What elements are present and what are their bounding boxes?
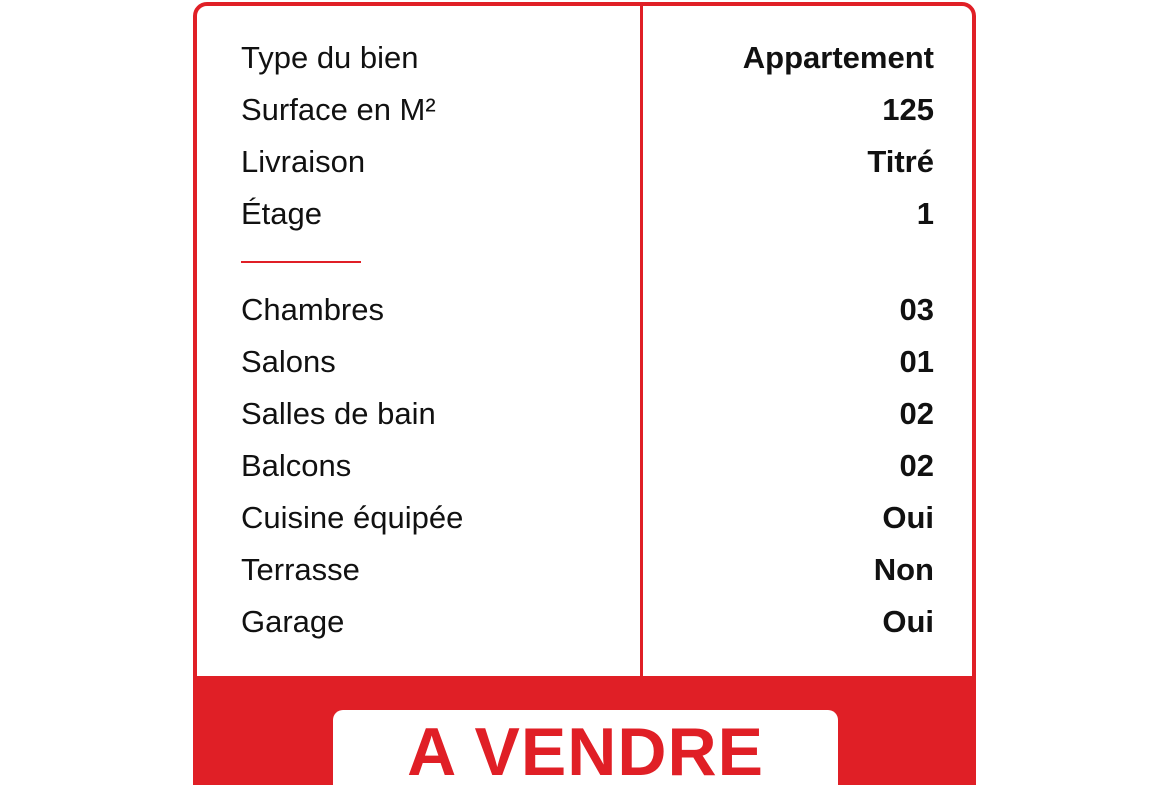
spec-value-type-du-bien: Appartement — [742, 40, 934, 75]
property-listing-card — [193, 2, 976, 790]
spec-label-salles-de-bain: Salles de bain — [241, 396, 436, 431]
spec-value-surface: 125 — [882, 92, 934, 127]
spec-value-garage: Oui — [882, 604, 934, 639]
spec-value-cuisine-equipee: Oui — [882, 500, 934, 535]
specifications-panel — [193, 2, 976, 680]
spec-value-column — [643, 6, 972, 676]
spec-label-livraison: Livraison — [241, 144, 366, 179]
for-sale-banner-text: A VENDRE — [407, 714, 764, 790]
section-divider-wrapper — [241, 240, 640, 284]
for-sale-banner-plate — [333, 710, 838, 790]
spec-label-type-du-bien: Type du bien — [241, 40, 419, 75]
spec-value-salles-de-bain: 02 — [899, 396, 934, 431]
spec-value-salons: 01 — [899, 344, 934, 379]
spec-label-chambres: Chambres — [241, 292, 384, 327]
spec-label-salons: Salons — [241, 344, 336, 379]
spec-value-etage: 1 — [916, 196, 934, 231]
spec-value-livraison: Titré — [867, 144, 934, 179]
spec-label-terrasse: Terrasse — [241, 552, 360, 587]
spec-value-terrasse: Non — [873, 552, 934, 587]
spec-label-column — [197, 6, 643, 676]
spec-label-etage: Étage — [241, 196, 323, 231]
spec-value-chambres: 03 — [899, 292, 934, 327]
section-divider — [241, 261, 361, 263]
spec-label-balcons: Balcons — [241, 448, 352, 483]
value-column-spacer — [643, 240, 934, 284]
spec-label-cuisine-equipee: Cuisine équipée — [241, 500, 464, 535]
spec-value-balcons: 02 — [899, 448, 934, 483]
for-sale-banner — [193, 680, 976, 790]
spec-label-surface: Surface en M² — [241, 92, 436, 127]
spec-label-garage: Garage — [241, 604, 345, 639]
